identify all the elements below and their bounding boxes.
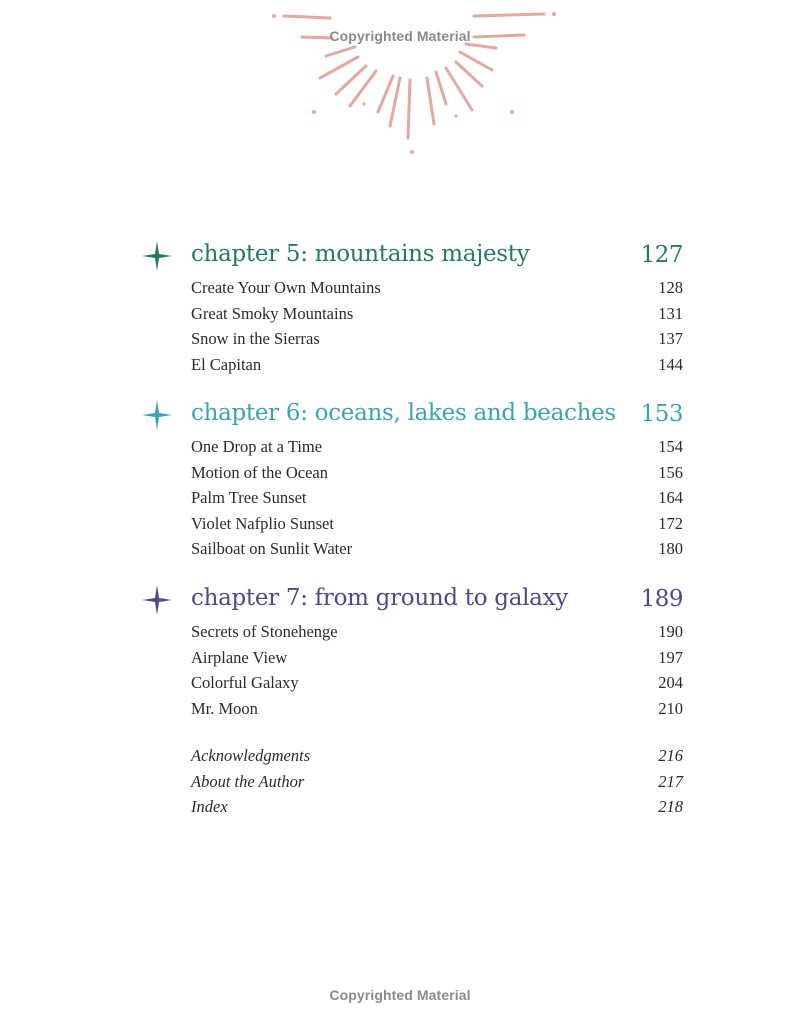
- chapter-page-number: 189: [640, 586, 683, 612]
- entry-page-number: 154: [658, 437, 683, 456]
- sparkle-star-icon: [140, 239, 174, 273]
- entry-page-number: 197: [658, 647, 683, 667]
- entry-label: Sailboat on Sunlit Water: [191, 539, 353, 558]
- entry-page-number: 128: [658, 278, 683, 297]
- chapter-page-number: 153: [640, 401, 683, 427]
- entry-label: Create Your Own Mountains: [191, 278, 381, 297]
- chapter-heading[interactable]: [140, 583, 685, 617]
- entry-label: About the Author: [191, 771, 305, 791]
- sunburst-icon: [0, 0, 800, 170]
- chapter-6-section: [140, 398, 685, 562]
- toc-entry[interactable]: [191, 460, 685, 486]
- toc-entry[interactable]: [191, 352, 685, 378]
- entry-page-number: 216: [658, 746, 683, 765]
- entry-label: Snow in the Sierras: [191, 329, 320, 348]
- entry-label: Great Smoky Mountains: [191, 303, 354, 323]
- entry-page-number: 180: [658, 539, 683, 558]
- entry-page-number: 204: [658, 673, 683, 692]
- chapter-7-section: [140, 583, 685, 721]
- entry-label: Airplane View: [191, 647, 288, 667]
- entry-page-number: 131: [658, 303, 683, 323]
- toc-entry[interactable]: [191, 434, 685, 460]
- toc-entry[interactable]: [191, 769, 685, 795]
- toc-entry[interactable]: [191, 326, 685, 352]
- watermark-top: Copyrighted Material: [329, 28, 471, 44]
- entry-label: Acknowledgments: [191, 746, 311, 765]
- toc-entry[interactable]: [191, 536, 685, 562]
- sparkle-star-icon: [140, 398, 174, 432]
- entry-page-number: 144: [658, 354, 683, 374]
- entry-page-number: 137: [658, 329, 683, 348]
- toc-entry[interactable]: [191, 275, 685, 301]
- entry-label: Colorful Galaxy: [191, 673, 299, 692]
- entry-page-number: 190: [658, 622, 683, 641]
- toc-entry[interactable]: [191, 485, 685, 511]
- chapter-5-section: [140, 239, 685, 377]
- entry-list: [140, 434, 685, 562]
- entry-label: Index: [191, 797, 228, 816]
- chapter-heading[interactable]: [140, 239, 685, 273]
- toc-entry[interactable]: [191, 794, 685, 820]
- toc-entry[interactable]: [191, 301, 685, 327]
- entry-page-number: 164: [658, 488, 683, 507]
- sparkle-star-icon: [140, 583, 174, 617]
- chapter-title: chapter 5: mountains majesty: [191, 241, 530, 267]
- toc-entry[interactable]: [191, 696, 685, 722]
- entry-page-number: 218: [658, 797, 683, 816]
- entry-label: Palm Tree Sunset: [191, 488, 307, 507]
- chapter-title: chapter 6: oceans, lakes and beaches: [191, 400, 616, 426]
- entry-label: Secrets of Stonehenge: [191, 622, 338, 641]
- entry-label: Violet Nafplio Sunset: [191, 513, 334, 533]
- entry-list: [140, 619, 685, 721]
- entry-label: One Drop at a Time: [191, 437, 323, 456]
- back-matter-section: [140, 741, 685, 820]
- entry-page-number: 172: [658, 513, 683, 533]
- toc-entry[interactable]: [191, 743, 685, 769]
- chapter-heading[interactable]: [140, 398, 685, 432]
- entry-list: [140, 743, 685, 820]
- entry-label: Mr. Moon: [191, 698, 258, 718]
- toc-entry[interactable]: [191, 670, 685, 696]
- toc-entry[interactable]: [191, 511, 685, 537]
- entry-label: Motion of the Ocean: [191, 462, 329, 482]
- entry-page-number: 217: [658, 771, 683, 791]
- watermark-bottom: Copyrighted Material: [329, 987, 471, 1003]
- toc-entry[interactable]: [191, 645, 685, 671]
- chapter-title: chapter 7: from ground to galaxy: [191, 585, 568, 611]
- entry-list: [140, 275, 685, 377]
- chapter-page-number: 127: [640, 242, 683, 268]
- entry-label: El Capitan: [191, 354, 262, 374]
- entry-page-number: 156: [658, 462, 683, 482]
- toc-entry[interactable]: [191, 619, 685, 645]
- entry-page-number: 210: [658, 698, 683, 718]
